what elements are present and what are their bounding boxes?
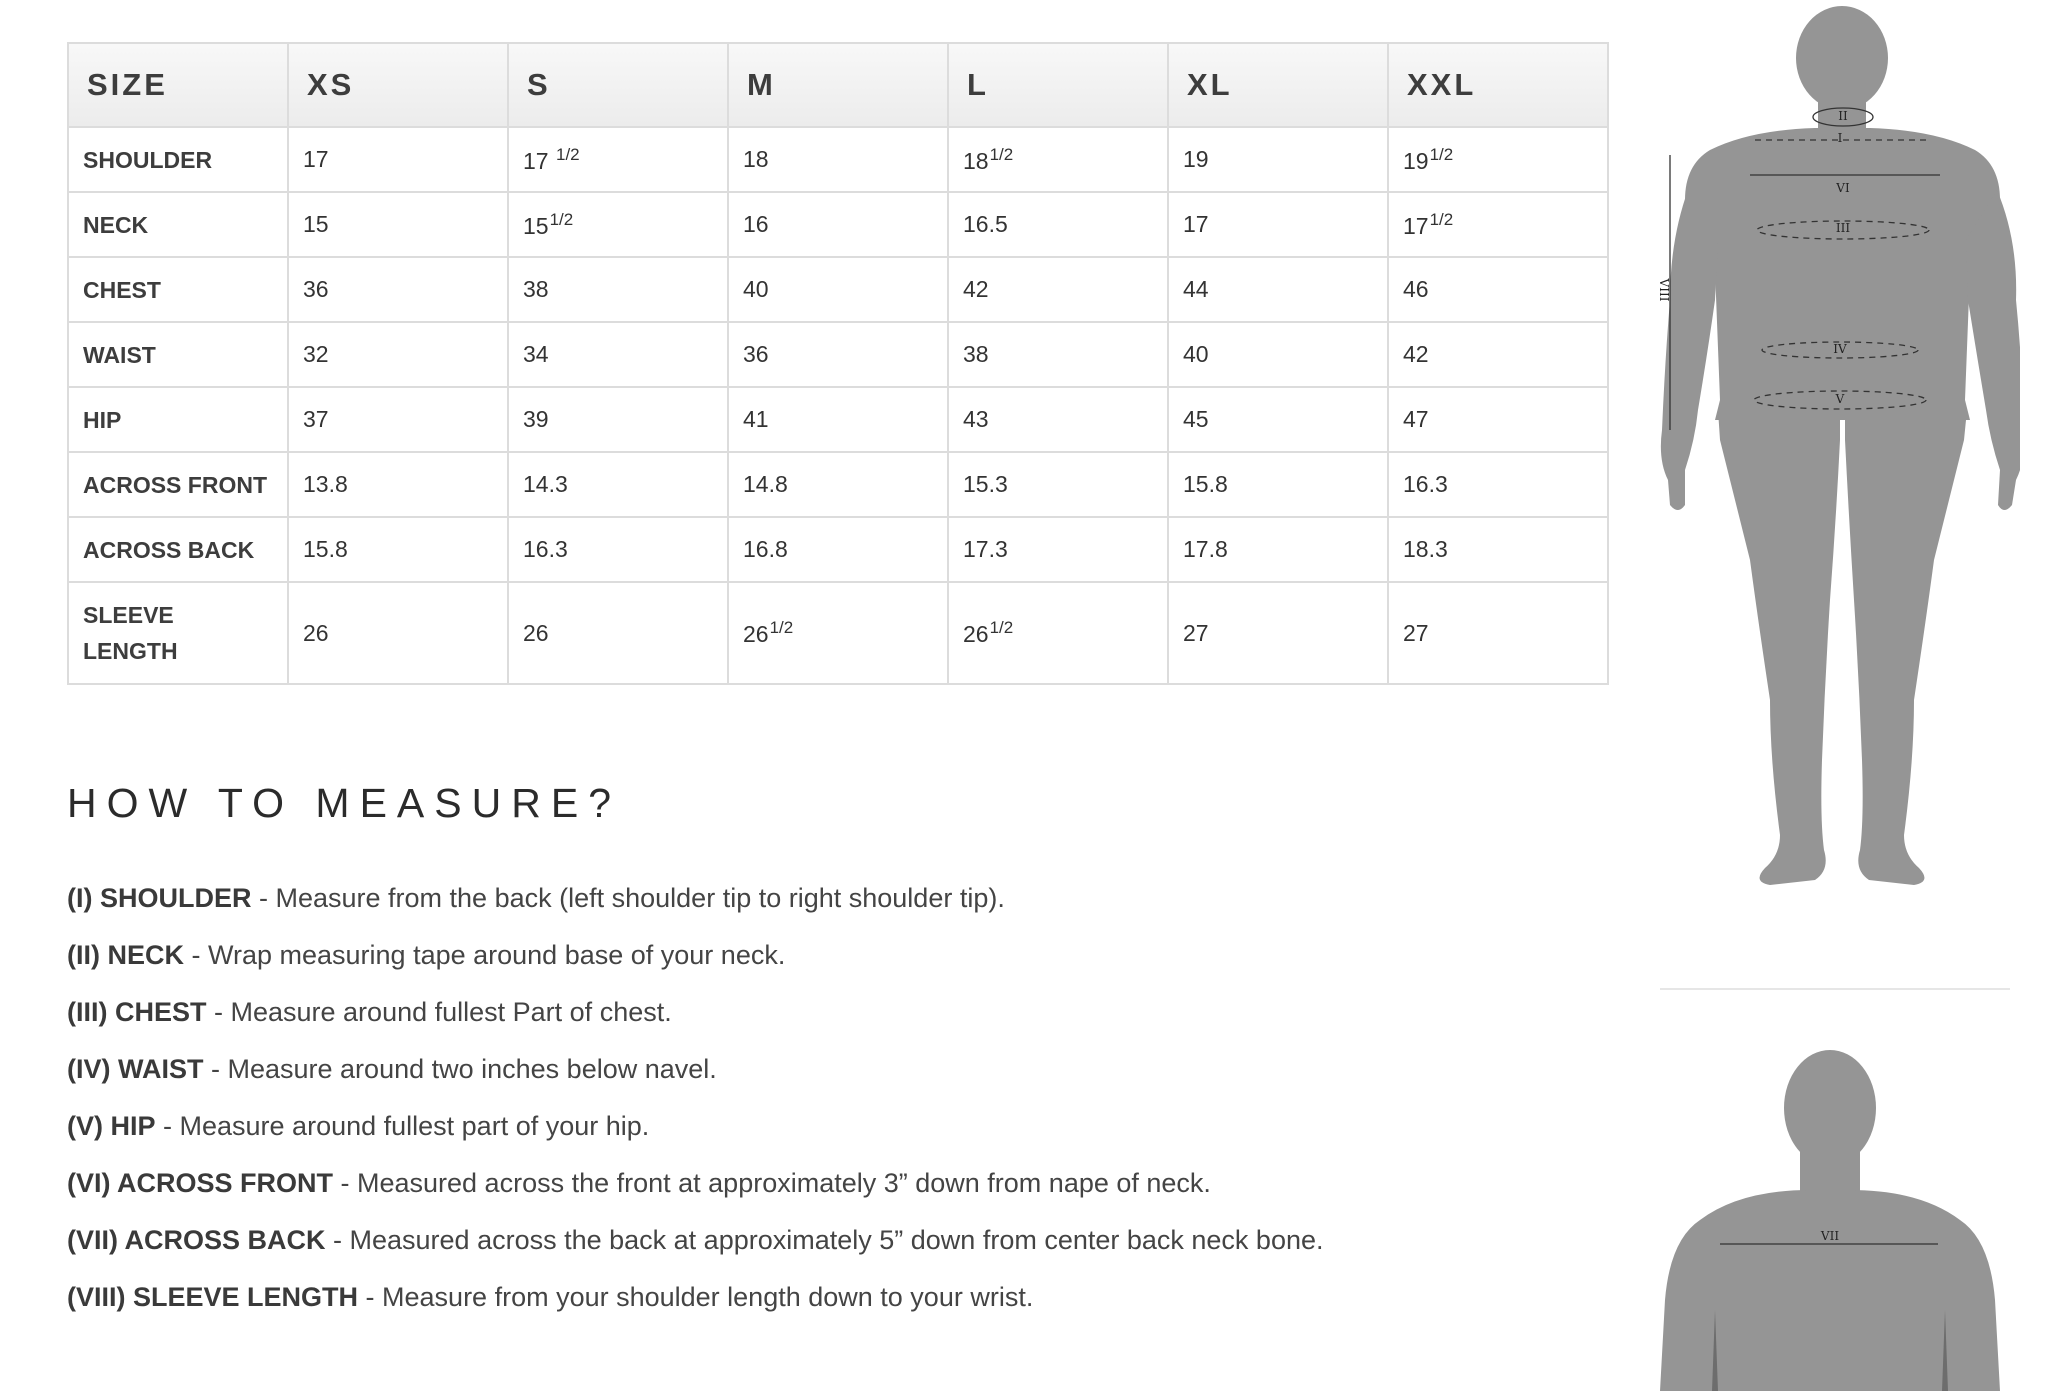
row-label: WAIST bbox=[68, 322, 288, 387]
column-header-xxl: XXL bbox=[1388, 43, 1608, 127]
table-cell bbox=[728, 582, 948, 684]
back-body-figure bbox=[1640, 1040, 2020, 1391]
measure-label: (V) HIP bbox=[67, 1111, 156, 1141]
cell-fraction: 1/2 bbox=[549, 209, 574, 229]
table-cell bbox=[288, 257, 508, 322]
cell-value: 16.5 bbox=[963, 211, 1008, 237]
cell-value: 45 bbox=[1183, 406, 1209, 432]
row-label: ACROSS FRONT bbox=[68, 452, 288, 517]
cell-value: 42 bbox=[1403, 341, 1429, 367]
cell-value: 42 bbox=[963, 276, 989, 302]
cell-value: 15 bbox=[303, 211, 329, 237]
cell-value: 37 bbox=[303, 406, 329, 432]
cell-value: 19 bbox=[1403, 147, 1429, 174]
table-cell bbox=[1168, 192, 1388, 257]
cell-fraction: 1/2 bbox=[555, 144, 580, 164]
cell-value: 26 bbox=[523, 619, 549, 646]
cell-value: 47 bbox=[1403, 406, 1429, 432]
cell-value: 16 bbox=[743, 211, 769, 237]
measure-description: - Measured across the back at approximately 5” down from center back neck bone. bbox=[325, 1225, 1324, 1255]
cell-value: 38 bbox=[963, 341, 989, 367]
cell-value: 16.8 bbox=[743, 536, 788, 562]
cell-value: 40 bbox=[1183, 341, 1209, 367]
table-cell bbox=[508, 322, 728, 387]
marker-label-viii: VIII bbox=[1657, 278, 1671, 302]
cell-value: 14.8 bbox=[743, 471, 788, 497]
table-cell bbox=[948, 582, 1168, 684]
table-cell bbox=[728, 387, 948, 452]
measure-label: (II) NECK bbox=[67, 940, 184, 970]
cell-value: 15.3 bbox=[963, 471, 1008, 497]
row-label: NECK bbox=[68, 192, 288, 257]
cell-value: 16.3 bbox=[1403, 471, 1448, 497]
table-cell bbox=[508, 452, 728, 517]
how-to-measure-title: HOW TO MEASURE? bbox=[67, 780, 621, 826]
cell-fraction: 1/2 bbox=[769, 618, 794, 637]
table-cell bbox=[728, 127, 948, 192]
cell-value: 13.8 bbox=[303, 471, 348, 497]
cell-value: 14.3 bbox=[523, 471, 568, 497]
cell-value: 44 bbox=[1183, 276, 1209, 302]
cell-value: 18 bbox=[743, 146, 769, 172]
list-item bbox=[67, 1165, 1324, 1222]
how-to-measure-list bbox=[67, 880, 1324, 1336]
table-cell bbox=[508, 127, 728, 192]
table-cell bbox=[508, 192, 728, 257]
table-cell bbox=[728, 517, 948, 582]
measure-description: - Measure around fullest Part of chest. bbox=[206, 997, 672, 1027]
table-cell bbox=[288, 452, 508, 517]
cell-value: 17 bbox=[1183, 211, 1209, 237]
row-label: SHOULDER bbox=[68, 127, 288, 192]
cell-value: 40 bbox=[743, 276, 769, 302]
cell-value: 26 bbox=[963, 621, 989, 647]
cell-value: 18.3 bbox=[1403, 536, 1448, 562]
table-row bbox=[68, 257, 1608, 322]
cell-value: 38 bbox=[523, 276, 549, 302]
front-body-figure bbox=[1640, 0, 2020, 900]
size-table-body bbox=[68, 127, 1608, 684]
row-label: CHEST bbox=[68, 257, 288, 322]
table-cell bbox=[508, 582, 728, 684]
table-cell bbox=[288, 582, 508, 684]
column-header-s: S bbox=[508, 43, 728, 127]
column-header-xl: XL bbox=[1168, 43, 1388, 127]
table-cell bbox=[1388, 517, 1608, 582]
back-silhouette bbox=[1660, 1050, 2000, 1391]
table-cell bbox=[948, 192, 1168, 257]
cell-value: 46 bbox=[1403, 276, 1429, 302]
list-item bbox=[67, 1222, 1324, 1279]
marker-label-i: I bbox=[1837, 131, 1843, 145]
table-cell bbox=[728, 322, 948, 387]
cell-value: 36 bbox=[303, 276, 329, 302]
measure-description: - Measure from your shoulder length down to your wrist. bbox=[358, 1282, 1034, 1312]
marker-label-vi: VI bbox=[1836, 181, 1850, 195]
table-cell bbox=[1168, 257, 1388, 322]
table-cell bbox=[948, 322, 1168, 387]
table-row bbox=[68, 322, 1608, 387]
table-cell bbox=[1168, 517, 1388, 582]
measure-description: - Measure around fullest part of your hip. bbox=[155, 1111, 650, 1141]
cell-value: 17 bbox=[303, 146, 329, 172]
cell-value: 15 bbox=[523, 212, 549, 239]
table-cell bbox=[1168, 322, 1388, 387]
marker-label-iv: IV bbox=[1833, 342, 1847, 356]
table-row bbox=[68, 517, 1608, 582]
cell-value: 17.3 bbox=[963, 536, 1008, 562]
cell-value: 41 bbox=[743, 406, 769, 432]
measure-label: (III) CHEST bbox=[67, 997, 207, 1027]
table-cell bbox=[1388, 322, 1608, 387]
table-cell bbox=[948, 387, 1168, 452]
list-item bbox=[67, 1051, 1324, 1108]
table-row bbox=[68, 582, 1608, 684]
table-row bbox=[68, 192, 1608, 257]
marker-label-vii: VII bbox=[1820, 1229, 1840, 1243]
table-cell bbox=[948, 452, 1168, 517]
cell-fraction: 1/2 bbox=[1429, 209, 1454, 229]
table-cell bbox=[288, 517, 508, 582]
cell-fraction: 1/2 bbox=[1429, 144, 1454, 164]
cell-value: 27 bbox=[1403, 619, 1429, 646]
table-row bbox=[68, 452, 1608, 517]
column-header-l: L bbox=[948, 43, 1168, 127]
cell-value: 15.8 bbox=[303, 536, 348, 562]
figure-divider bbox=[1660, 988, 2010, 990]
column-header-xs: XS bbox=[288, 43, 508, 127]
marker-label-ii: II bbox=[1838, 109, 1848, 123]
table-row bbox=[68, 127, 1608, 192]
table-cell bbox=[508, 387, 728, 452]
table-cell bbox=[728, 257, 948, 322]
list-item bbox=[67, 1108, 1324, 1165]
table-cell bbox=[728, 192, 948, 257]
table-cell bbox=[1168, 127, 1388, 192]
cell-value: 17 bbox=[523, 147, 555, 174]
table-cell bbox=[948, 257, 1168, 322]
list-item bbox=[67, 880, 1324, 937]
cell-value: 39 bbox=[523, 406, 549, 432]
table-cell bbox=[1388, 582, 1608, 684]
size-header-row bbox=[68, 43, 1608, 127]
row-label: ACROSS BACK bbox=[68, 517, 288, 582]
row-label: HIP bbox=[68, 387, 288, 452]
table-cell bbox=[1168, 387, 1388, 452]
measure-description: - Measure around two inches below navel. bbox=[203, 1054, 717, 1084]
table-cell bbox=[948, 127, 1168, 192]
cell-value: 34 bbox=[523, 341, 549, 367]
table-cell bbox=[1388, 452, 1608, 517]
table-cell bbox=[1388, 127, 1608, 192]
measure-description: - Wrap measuring tape around base of your neck. bbox=[184, 940, 786, 970]
measure-label: (IV) WAIST bbox=[67, 1054, 204, 1084]
table-cell bbox=[1168, 452, 1388, 517]
measure-label: (VI) ACROSS FRONT bbox=[67, 1168, 333, 1198]
measure-label: (I) SHOULDER bbox=[67, 883, 252, 913]
marker-label-v: V bbox=[1835, 392, 1845, 406]
row-label: SLEEVE LENGTH bbox=[68, 582, 288, 684]
marker-label-iii: III bbox=[1835, 221, 1851, 235]
cell-value: 26 bbox=[743, 621, 769, 647]
cell-value: 17.8 bbox=[1183, 536, 1228, 562]
measure-label: (VII) ACROSS BACK bbox=[67, 1225, 326, 1255]
cell-value: 32 bbox=[303, 341, 329, 367]
cell-value: 15.8 bbox=[1183, 471, 1228, 497]
measure-label: (VIII) SLEEVE LENGTH bbox=[67, 1282, 359, 1312]
cell-fraction: 1/2 bbox=[989, 144, 1014, 164]
table-cell bbox=[1388, 192, 1608, 257]
list-item bbox=[67, 1279, 1324, 1336]
cell-value: 17 bbox=[1403, 212, 1429, 239]
table-cell bbox=[288, 387, 508, 452]
table-cell bbox=[728, 452, 948, 517]
cell-value: 43 bbox=[963, 406, 989, 432]
table-cell bbox=[1388, 257, 1608, 322]
table-cell bbox=[288, 322, 508, 387]
measure-description: - Measured across the front at approximately 3” down from nape of neck. bbox=[333, 1168, 1211, 1198]
table-row bbox=[68, 387, 1608, 452]
table-cell bbox=[1168, 582, 1388, 684]
table-cell bbox=[948, 517, 1168, 582]
column-header-m: M bbox=[728, 43, 948, 127]
table-cell bbox=[1388, 387, 1608, 452]
cell-value: 16.3 bbox=[523, 536, 568, 562]
table-cell bbox=[288, 127, 508, 192]
column-header-size: SIZE bbox=[68, 43, 288, 127]
table-cell bbox=[288, 192, 508, 257]
cell-fraction: 1/2 bbox=[989, 618, 1014, 637]
cell-value: 19 bbox=[1183, 146, 1209, 172]
measure-description: - Measure from the back (left shoulder tip to right shoulder tip). bbox=[251, 883, 1005, 913]
table-cell bbox=[508, 517, 728, 582]
cell-value: 26 bbox=[303, 619, 329, 646]
cell-value: 18 bbox=[963, 147, 989, 174]
table-cell bbox=[508, 257, 728, 322]
size-chart-table bbox=[67, 42, 1609, 685]
list-item bbox=[67, 937, 1324, 994]
cell-value: 36 bbox=[743, 341, 769, 367]
list-item bbox=[67, 994, 1324, 1051]
cell-value: 27 bbox=[1183, 619, 1209, 646]
